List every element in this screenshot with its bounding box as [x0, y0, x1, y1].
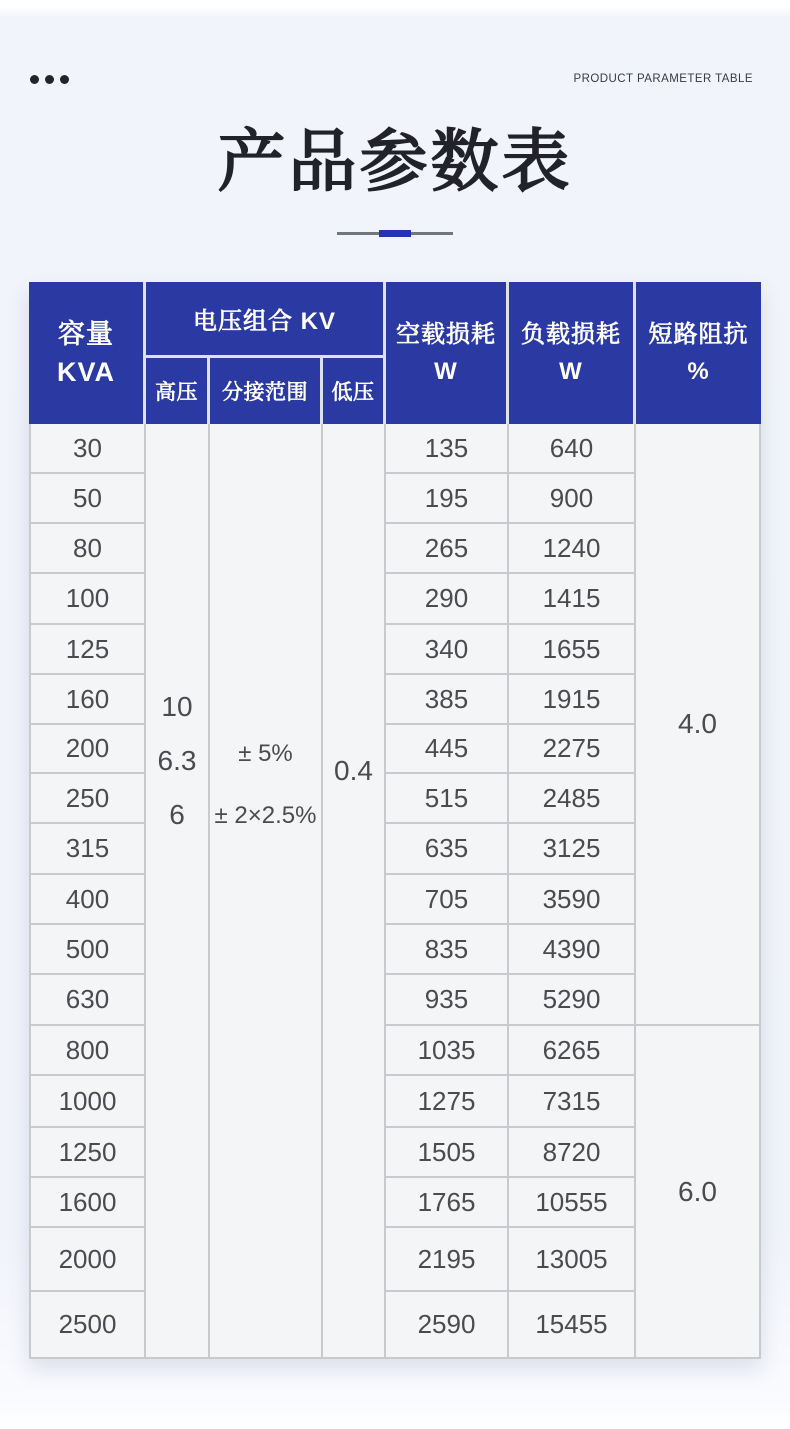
top-bar [30, 66, 753, 92]
no-load-loss-cell: 445 [386, 725, 509, 774]
load-loss-cell: 2275 [509, 725, 636, 774]
load-loss-cell: 1415 [509, 574, 636, 625]
low-voltage-cell [323, 424, 386, 1359]
col-header-tap-range: 分接范围 [210, 358, 323, 424]
no-load-loss-cell: 935 [386, 975, 509, 1026]
capacity-unit-label: KVA [56, 357, 115, 387]
low-voltage-cell-value: 0.4 [334, 755, 373, 786]
capacity-cell: 30 [29, 424, 146, 474]
title-divider [0, 226, 790, 242]
capacity-cell: 50 [29, 474, 146, 524]
col-header-load-loss [509, 282, 636, 424]
capacity-cell: 630 [29, 975, 146, 1026]
high-voltage-cell-stack [146, 424, 208, 842]
impedance-unit-label: % [687, 358, 710, 385]
load-loss-cell: 1915 [509, 675, 636, 725]
product-parameter-table [29, 282, 761, 1359]
capacity-cell: 1600 [29, 1178, 146, 1228]
capacity-cell: 2000 [29, 1228, 146, 1292]
col-header-voltage-combo: 电压组合 KV [146, 282, 386, 358]
no-load-loss-cell: 195 [386, 474, 509, 524]
load-loss-cell: 4390 [509, 925, 636, 975]
no-load-loss-cell: 705 [386, 875, 509, 925]
low-voltage-cell-stack [323, 424, 384, 796]
tap-range-cell [210, 424, 323, 1359]
col-header-impedance [636, 282, 761, 424]
col-header-high-voltage: 高压 [146, 358, 210, 424]
load-loss-cell: 8720 [509, 1128, 636, 1178]
no-load-loss-cell: 265 [386, 524, 509, 574]
col-header-capacity [29, 282, 146, 424]
load-loss-cell: 6265 [509, 1026, 636, 1076]
impedance-cell: 6.0 [636, 1026, 761, 1359]
col-header-low-voltage: 低压 [323, 358, 386, 424]
eyebrow-text: PRODUCT PARAMETER TABLE [573, 73, 753, 85]
capacity-cell: 250 [29, 774, 146, 824]
dot-icon [30, 75, 39, 84]
divider-accent [379, 230, 411, 237]
load-loss-cell: 7315 [509, 1076, 636, 1128]
capacity-label: 容量 [58, 319, 114, 349]
no-load-loss-label: 空载损耗 [396, 321, 496, 348]
table-row [29, 424, 761, 474]
dot-icon [45, 75, 54, 84]
load-loss-cell: 10555 [509, 1178, 636, 1228]
capacity-cell: 2500 [29, 1292, 146, 1359]
high-voltage-cell-value: 6.3 [157, 745, 197, 776]
no-load-loss-cell: 1765 [386, 1178, 509, 1228]
load-loss-cell: 1655 [509, 625, 636, 675]
no-load-loss-cell: 1035 [386, 1026, 509, 1076]
table-body [29, 424, 761, 1359]
no-load-loss-cell: 340 [386, 625, 509, 675]
table-header [29, 282, 761, 424]
tap-range-cell-value: ± 5% [238, 740, 293, 767]
capacity-cell: 80 [29, 524, 146, 574]
no-load-loss-unit-label: W [434, 358, 458, 385]
no-load-loss-cell: 135 [386, 424, 509, 474]
no-load-loss-cell: 2195 [386, 1228, 509, 1292]
no-load-loss-cell: 515 [386, 774, 509, 824]
high-voltage-cell-value: 10 [161, 691, 193, 722]
capacity-cell: 400 [29, 875, 146, 925]
load-loss-cell: 900 [509, 474, 636, 524]
three-dots-icon [30, 75, 69, 84]
load-loss-cell: 15455 [509, 1292, 636, 1359]
load-loss-cell: 3590 [509, 875, 636, 925]
tap-range-cell-stack [210, 424, 321, 847]
capacity-cell: 1250 [29, 1128, 146, 1178]
table-row [29, 1026, 761, 1076]
load-loss-unit-label: W [559, 358, 583, 385]
col-header-no-load-loss [386, 282, 509, 424]
load-loss-cell: 640 [509, 424, 636, 474]
high-voltage-cell-value: 6 [169, 799, 185, 830]
no-load-loss-cell: 2590 [386, 1292, 509, 1359]
load-loss-cell: 5290 [509, 975, 636, 1026]
capacity-cell: 500 [29, 925, 146, 975]
page-title: 产品参数表 [217, 124, 573, 200]
tap-range-cell-value: ± 2×2.5% [214, 802, 317, 829]
load-loss-label: 负载损耗 [521, 321, 621, 348]
impedance-cell: 4.0 [636, 424, 761, 1026]
capacity-cell: 800 [29, 1026, 146, 1076]
no-load-loss-cell: 1505 [386, 1128, 509, 1178]
load-loss-cell: 1240 [509, 524, 636, 574]
high-voltage-cell [146, 424, 210, 1359]
impedance-label: 短路阻抗 [648, 321, 749, 348]
capacity-cell: 100 [29, 574, 146, 625]
capacity-cell: 125 [29, 625, 146, 675]
load-loss-cell: 3125 [509, 824, 636, 875]
no-load-loss-cell: 835 [386, 925, 509, 975]
capacity-cell: 315 [29, 824, 146, 875]
no-load-loss-cell: 635 [386, 824, 509, 875]
load-loss-cell: 2485 [509, 774, 636, 824]
capacity-cell: 200 [29, 725, 146, 774]
load-loss-cell: 13005 [509, 1228, 636, 1292]
no-load-loss-cell: 290 [386, 574, 509, 625]
no-load-loss-cell: 385 [386, 675, 509, 725]
capacity-cell: 1000 [29, 1076, 146, 1128]
dot-icon [60, 75, 69, 84]
capacity-cell: 160 [29, 675, 146, 725]
no-load-loss-cell: 1275 [386, 1076, 509, 1128]
